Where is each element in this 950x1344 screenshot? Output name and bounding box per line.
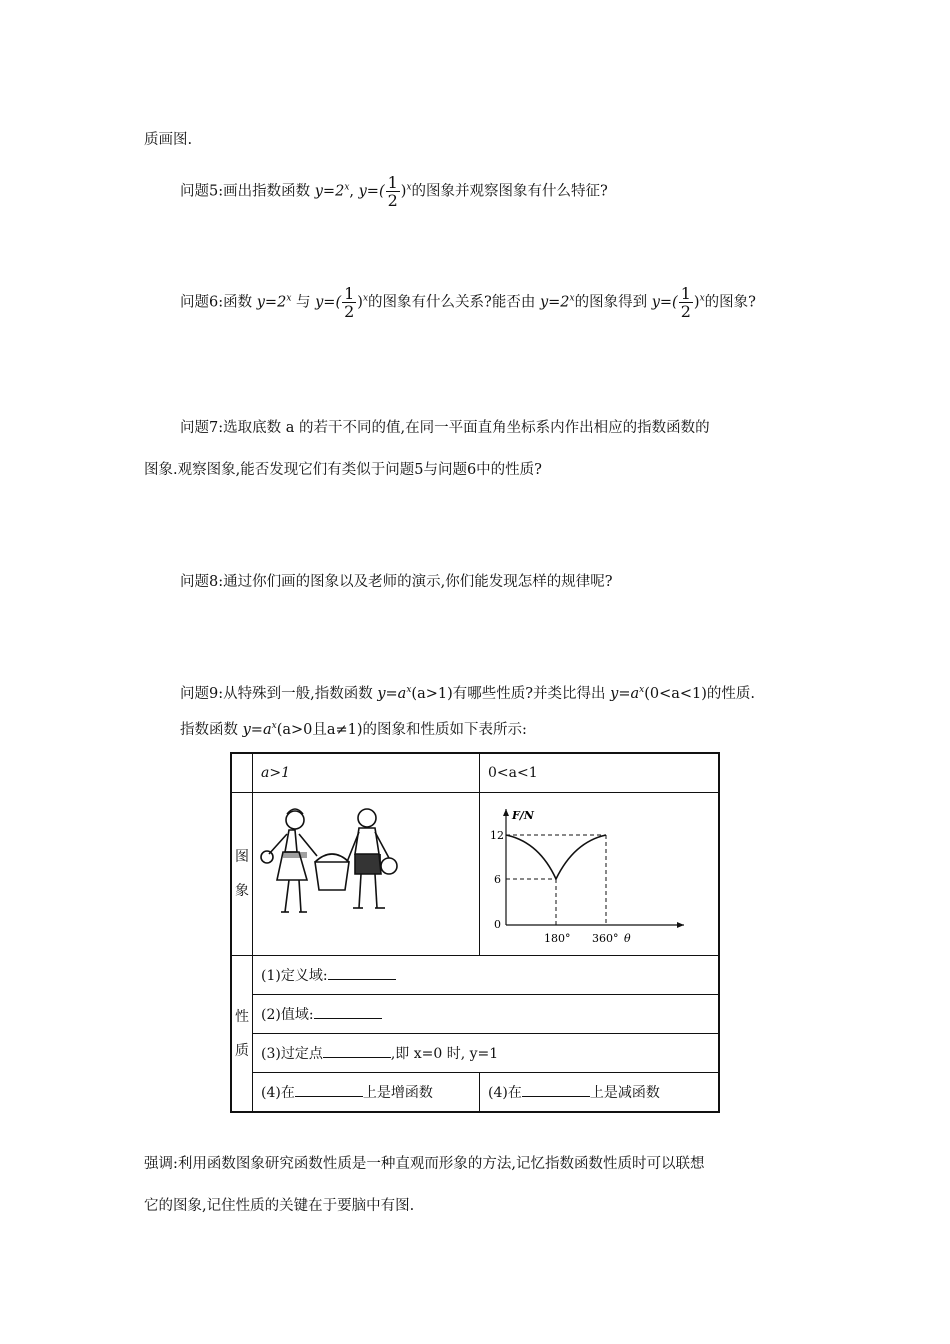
emphasis-line2: 它的图象,记住性质的关键在于要脑中有图.: [144, 1198, 415, 1214]
x-arrow-icon: [677, 922, 684, 928]
fill-blank: [295, 1084, 363, 1097]
x-label: θ: [624, 932, 631, 945]
y-arrow-icon: [503, 809, 509, 816]
y-tick: 6: [494, 873, 501, 886]
fill-blank: [323, 1045, 391, 1058]
question-label: 问题9: [180, 686, 219, 702]
fraction: $\frac{1}{2}$: [387, 173, 398, 210]
fill-blank: [314, 1006, 382, 1019]
corner-cell: [231, 753, 253, 793]
domain-cell: (1)定义域:: [253, 956, 720, 995]
fraction: $\frac{1}{2}$: [344, 284, 355, 321]
row-head-properties: 性 质: [231, 956, 253, 1113]
increasing-cell: (4)在 上是增函数: [253, 1073, 480, 1113]
row-head-graph: 图 象: [231, 793, 253, 956]
emphasis-line1: 强调:利用函数图象研究函数性质是一种直观而形象的方法,记忆指数函数性质时可以联想: [144, 1156, 705, 1172]
question-9-line2: 指数函数 $y=a^x(a>0$且a≠1)的图象和性质如下表所示:: [180, 721, 527, 738]
children-illustration-cell: [253, 793, 480, 956]
question-7-line1: 问题7:选取底数 a 的若干不同的值,在同一平面直角坐标系内作出相应的指数函数的: [180, 420, 710, 436]
question-5: 问题5:画出指数函数 $y=2^x$, y=( $\frac{1}{2}$ )$^x$的图象并观察图象有什么特征?: [180, 173, 608, 210]
question-9-line1: 问题9:从特殊到一般,指数函数 $y=a^x(a>1)$有哪些性质?并类比得出 $y=a^x(0<a<1)$的性质.: [180, 685, 756, 702]
text-line: 质画图.: [144, 132, 193, 148]
table-header-row: [231, 753, 719, 793]
y-tick: 12: [490, 829, 504, 842]
fraction: $\frac{1}{2}$: [680, 284, 691, 321]
question-7-line2: 图象.观察图象,能否发现它们有类似于问题5与问题6中的性质?: [144, 462, 542, 478]
header-a-lt-1: 0<a<1: [480, 753, 720, 793]
properties-table: [230, 752, 720, 1113]
question-6: 问题6:函数 $y=2^x$ 与 y=( $\frac{1}{2}$ )$^x$的图象有什么关系?能否由 $y=2^x$的图象得到 y=( $\frac{1}{2}$ )$^x$的图象?: [180, 284, 756, 321]
curve: [506, 835, 606, 879]
header-a-gt-1: a>1: [253, 753, 480, 793]
children-carrying-bucket-image: [257, 802, 407, 942]
force-angle-graph-cell: [480, 793, 720, 956]
question-8: 问题8:通过你们画的图象以及老师的演示,你们能发现怎样的规律呢?: [180, 574, 613, 590]
decreasing-cell: (4)在 上是减函数: [480, 1073, 720, 1113]
force-angle-graph: [484, 797, 704, 947]
x-tick: 360°: [592, 932, 619, 945]
range-cell: (2)值域:: [253, 995, 720, 1034]
x-tick: 180°: [544, 932, 571, 945]
y-label: F/N: [512, 809, 534, 822]
fixed-point-cell: (3)过定点 ,即 x=0 时, y=1: [253, 1034, 720, 1073]
table-prop-row: [231, 995, 719, 1034]
question-label: 问题5: [180, 183, 219, 200]
table-prop-row: [231, 1034, 719, 1073]
fill-blank: [522, 1084, 590, 1097]
table-prop-row: [231, 956, 719, 995]
question-label: 问题6: [180, 294, 219, 311]
table-prop-row: [231, 1073, 719, 1113]
table-graph-row: [231, 793, 719, 956]
y-tick: 0: [494, 918, 501, 931]
fill-blank: [328, 967, 396, 980]
